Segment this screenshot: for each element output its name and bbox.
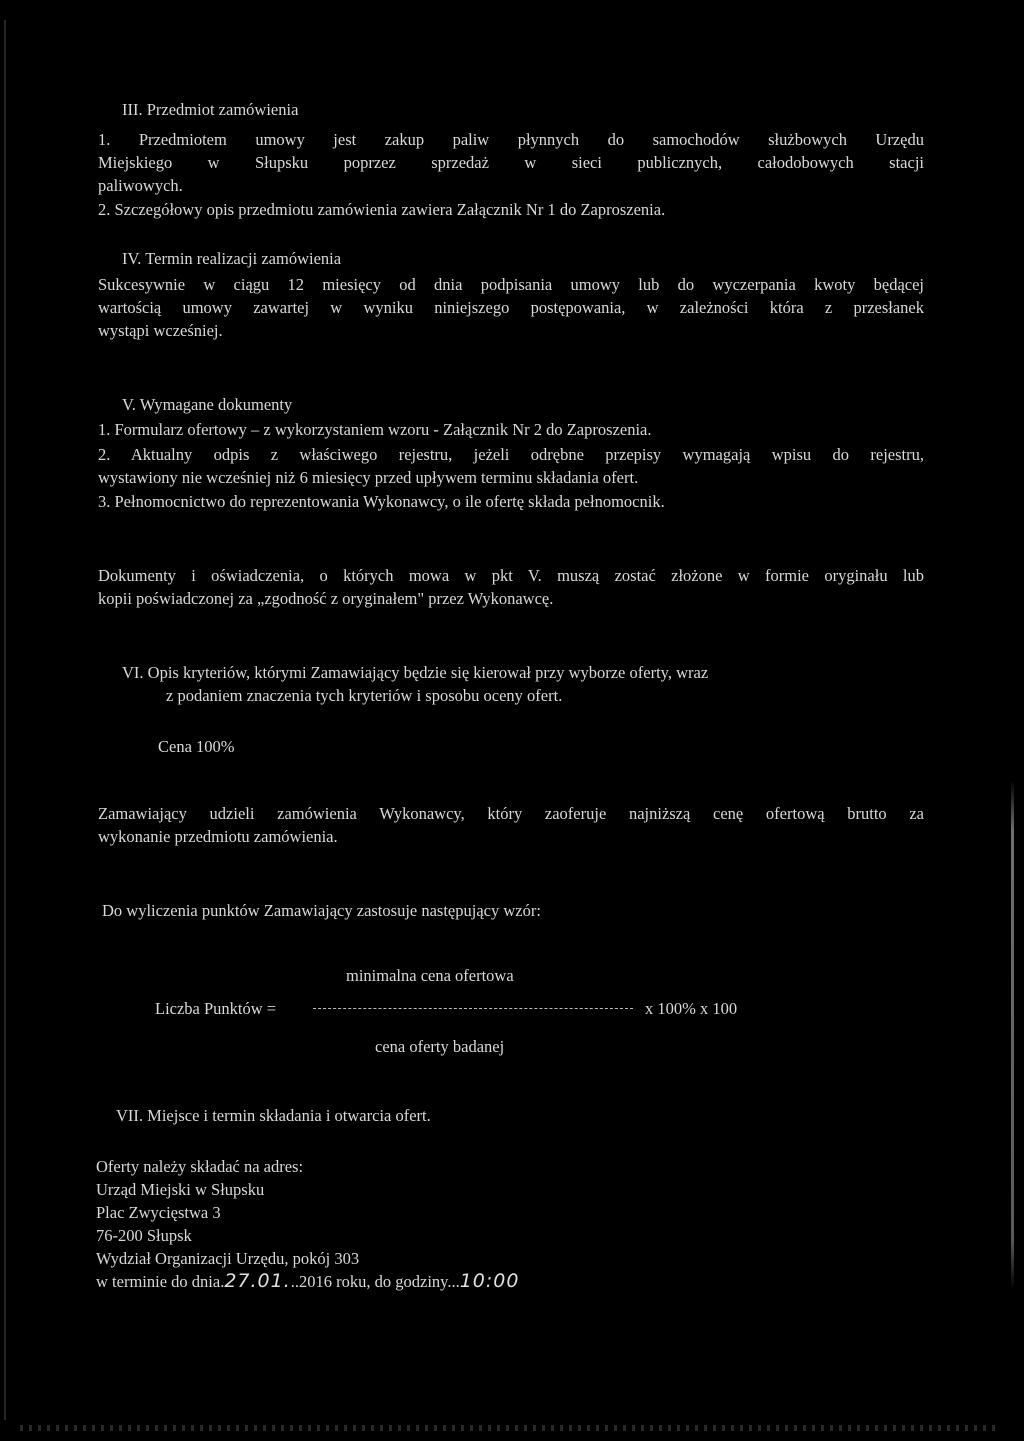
formula-denominator: cena oferty badanej: [375, 1037, 505, 1056]
address-block: [96, 1155, 519, 1293]
section-4-paragraph: [98, 273, 924, 342]
deadline-time-handwritten: 10:00: [459, 1270, 520, 1292]
formula-numerator: minimalna cena ofertowa: [346, 966, 514, 985]
section-3-paragraph-1-line: paliwowych.: [98, 176, 183, 195]
section-4-paragraph-line: wystąpi wcześniej.: [98, 321, 223, 340]
section-3-paragraph-1-line: Miejskiego w Słupsku poprzez sprzedaż w sieci publicznych, całodobowych stacji: [98, 153, 924, 172]
deadline-date-handwritten: 27.01.: [224, 1270, 291, 1292]
section-5-item-2-line: 2. Aktualny odpis z właściwego rejestru, jeżeli odrębne przepisy wymagają wpisu do rejestru,: [98, 445, 924, 464]
formula-label: Liczba Punktów =: [155, 999, 277, 1018]
address-line: 76-200 Słupsk: [96, 1226, 192, 1245]
scan-edge-right: [1011, 780, 1014, 1290]
section-4-heading: IV. Termin realizacji zamówienia: [122, 249, 342, 268]
award-paragraph-line: Zamawiający udzieli zamówienia Wykonawcy, który zaoferuje najniższą cenę ofertową brutto za: [98, 804, 924, 823]
documents-note: [98, 564, 924, 610]
formula-fraction-bar: [313, 1008, 633, 1009]
section-4-paragraph-line: Sukcesywnie w ciągu 12 miesięcy od dnia podpisania umowy lub do wyczerpania kwoty będącej: [98, 275, 924, 294]
section-3-heading: III. Przedmiot zamówienia: [122, 100, 299, 119]
documents-note-line: Dokumenty i oświadczenia, o których mowa w pkt V. muszą zostać złożone w formie oryginału lub: [98, 566, 924, 585]
deadline-year: 2016 roku, do godziny: [299, 1272, 448, 1291]
section-3-paragraph-1-line: 1. Przedmiotem umowy jest zakup paliw płynnych do samochodów służbowych Urzędu: [98, 130, 924, 149]
section-6-heading-line: z podaniem znaczenia tych kryteriów i sposobu oceny ofert.: [166, 686, 563, 705]
section-3-paragraph-2: 2. Szczegółowy opis przedmiotu zamówienia zawiera Załącznik Nr 1 do Zaproszenia.: [98, 200, 666, 219]
section-5-heading: V. Wymagane dokumenty: [122, 395, 293, 414]
documents-note-line: kopii poświadczonej za „zgodność z oryginałem" przez Wykonawcę.: [98, 589, 554, 608]
section-7-heading: VII. Miejsce i termin składania i otwarcia ofert.: [116, 1106, 431, 1125]
address-line: Wydział Organizacji Urzędu, pokój 303: [96, 1249, 360, 1268]
section-5-item-2-line: wystawiony nie wcześniej niż 6 miesięcy przed upływem terminu składania ofert.: [98, 468, 639, 487]
address-line: Plac Zwycięstwa 3: [96, 1203, 221, 1222]
award-paragraph: [98, 802, 924, 848]
award-paragraph-line: wykonanie przedmiotu zamówienia.: [98, 827, 338, 846]
address-intro: Oferty należy składać na adres:: [96, 1157, 304, 1176]
section-3-paragraph-1: [98, 128, 924, 197]
scan-edge-left: [4, 20, 6, 1420]
scan-edge-bottom: [20, 1425, 1000, 1431]
section-5-item-1: 1. Formularz ofertowy – z wykorzystaniem wzoru - Załącznik Nr 2 do Zaproszenia.: [98, 420, 652, 439]
section-6-heading-line: VI. Opis kryteriów, którymi Zamawiający będzie się kierował przy wyborze oferty, wraz: [122, 663, 709, 682]
address-line: Urząd Miejski w Słupsku: [96, 1180, 265, 1199]
section-5-item-3: 3. Pełnomocnictwo do reprezentowania Wykonawcy, o ile ofertę składa pełnomocnik.: [98, 492, 665, 511]
section-6-heading: [122, 661, 892, 707]
section-4-paragraph-line: wartością umowy zawartej w wyniku niniejszego postępowania, w zależności która z przesłanek: [98, 298, 924, 317]
criterion-price: Cena 100%: [158, 737, 235, 756]
formula-multiplier: x 100% x 100: [645, 999, 738, 1018]
deadline-line: w terminie do dnia.27.01...2016 roku, do godziny...10:00: [96, 1270, 520, 1292]
formula-intro: Do wyliczenia punktów Zamawiający zastosuje następujący wzór:: [102, 901, 541, 920]
deadline-prefix: w terminie do dnia: [96, 1272, 221, 1291]
section-5-item-2: [98, 443, 924, 489]
